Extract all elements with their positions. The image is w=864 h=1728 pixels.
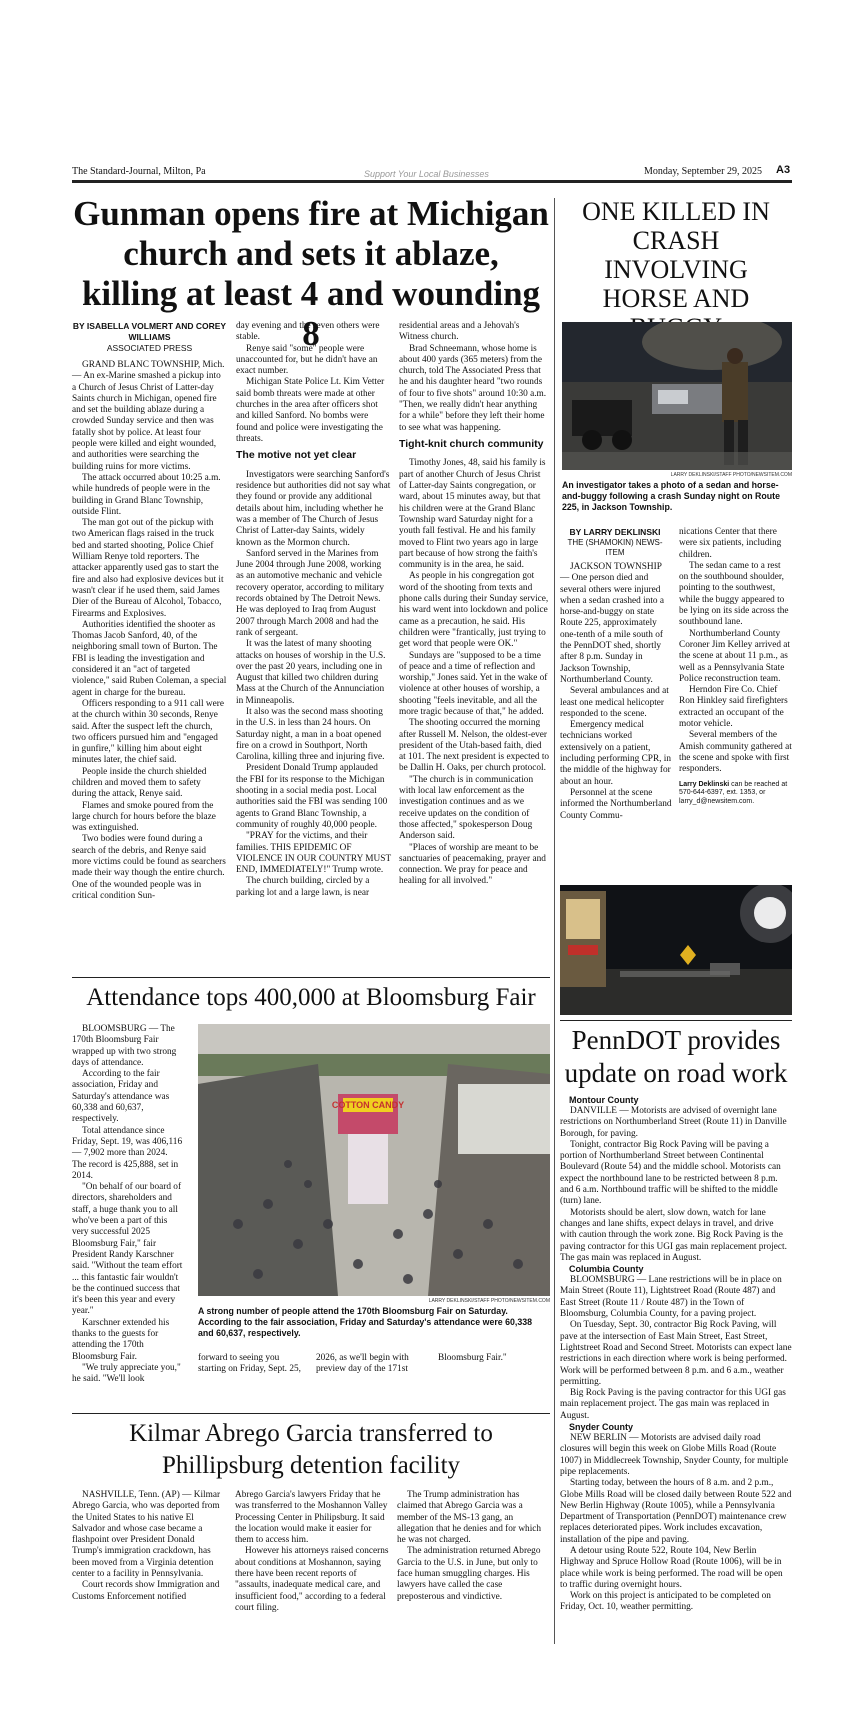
crash-photo (562, 322, 792, 470)
paragraph: The administration returned Abrego Garcia to the U.S. in June, but only to face human smuggling charges. His lawyers have called the case preposterous and vindictive. (397, 1546, 541, 1602)
paragraph: The church building, circled by a parking lot and a large lawn, is near (236, 876, 370, 898)
fair-headline: Attendance tops 400,000 at Bloomsburg Fair (86, 984, 536, 1011)
crash-byline-org: THE (SHAMOKIN) NEWS-ITEM (567, 538, 663, 557)
paragraph: "On behalf of our board of directors, shareholders and staff, a huge thank you to all who've been a part of this very successful 2025 Bloomsburg Fair," fair President Randy Karschner said. "Without the team effort ... this fantastic fair wouldn't be the continued success that it's been this year and every year." (72, 1182, 183, 1317)
paragraph: Work on this project is anticipated to be completed on Friday, Oct. 10, weather permitting. (560, 1591, 771, 1613)
gunman-subhead-community: Tight-knit church community (399, 437, 544, 450)
crash-night-photo (560, 885, 792, 1015)
fair-cont-1: forward to seeing you starting on Friday, Sept. 25, (198, 1353, 301, 1375)
article-fair (72, 980, 550, 1400)
paragraph: Karschner extended his thanks to the guests for attending the 170th Bloomsburg Fair. (72, 1317, 170, 1362)
masthead-paper-name: The Standard-Journal, Milton, Pa (72, 166, 206, 177)
paragraph: Personnel at the scene informed the Northumberland County Commu- (560, 787, 672, 821)
crash-contact-name: Larry Deklinski (679, 780, 730, 788)
kilmar-headline: Kilmar Abrego Garcia transferred to Phillipsburg detention facility (129, 1420, 493, 1479)
paragraph: JACKSON TOWNSHIP — One person died and several others were injured when a sedan crashed into a horse-and-buggy on state Route 225, approximately one-tenth of a mile south of the PennDOT shed, shortly after 8 p.m. Sunday in Jackson Township, Northumberland County. (560, 562, 665, 685)
fair-cotton-candy-sign: COTTON CANDY (331, 1100, 405, 1110)
article-penndot (560, 1022, 792, 1652)
section-rule (72, 1413, 550, 1414)
paragraph: The man got out of the pickup with two American flags raised in the truck bed and started shooting, Police Chief William Renye told reporters. The attacker apparently used gas to start the fire and also had explosive devices but it wasn't clear if he used them, said James Dier of the Bureau of Alcohol, Tobacco, Firearms and Explosives. (72, 518, 224, 619)
gunman-subhead-motive: The motive not yet clear (236, 449, 357, 462)
gunman-byline-org: ASSOCIATED PRESS (106, 343, 193, 353)
article-crash (560, 190, 792, 1018)
crash-contact-text: can be reached at 570-644-6397, ext. 1353, or larry_d@newsitem.com. (679, 780, 788, 806)
paragraph: Court records show Immigration and Customs Enforcement notified (72, 1580, 220, 1602)
gunman-col-3 (399, 321, 550, 888)
penndot-body (560, 1095, 792, 1614)
paragraph: It also was the second mass shooting in the U.S. in less than 24 hours. On Saturday night, a man in a boat opened fire on a crowd in Southport, North Carolina, killing three and injuring five. (236, 707, 385, 763)
penndot-subhead-montour: Montour County (569, 1095, 639, 1105)
column-divider (554, 198, 555, 1644)
paragraph: Tonight, contractor Big Rock Paving will be paving a portion of Northumberland Street between Continental Boulevard (Route 54) and the middle school. Motorists can expect the northbound lane to be restricted between 8 p.m. and 6 a.m. Northbound traffic will be shifted to the middle (turn) lane. (560, 1139, 781, 1207)
paragraph: Authorities identified the shooter as Thomas Jacob Sanford, 40, of the neighboring small town of Burton. The FBI is leading the investigation and considered it an "act of targeted violence," said Ruben Coleman, a special agent in charge for the bureau. (72, 619, 227, 698)
paragraph: Renye said "some" people were unaccounted for, but he didn't have an exact number. (236, 343, 378, 377)
paragraph: The sedan came to a rest on the southbound shoulder, pointing to the southwest, while the buggy appeared to be lying on its side across the southbound lane. (679, 560, 789, 628)
paragraph: Sundays are "supposed to be a time of peace and a time of reflection and worship," Jones said. Yet in the wake of violence at other houses of worship, a shooting "feels inevitable, and all the more tragic because of that," he added. (399, 650, 548, 717)
fair-photo-credit: LARRY DEKLINSKI/STAFF PHOTO/NEWSITEM.COM (428, 1298, 550, 1304)
kilmar-col-1 (72, 1490, 227, 1603)
paragraph: Northumberland County Coroner Jim Kelley arrived at the scene at about 11 p.m., as well as a Pennsylvania State Police reconstruction team. (679, 628, 791, 684)
crash-col-2 (679, 527, 792, 807)
paragraph: GRAND BLANC TOWNSHIP, Mich. — An ex-Marine smashed a pickup into a Church of Jesus Christ of Latter-day Saints church in Michigan, opened fire and set the building ablaze during a crowded Sunday service and then was fatally shot by police. At least four people were killed and eight wounded, and authorities were searching the building ruins for more victims. (72, 360, 225, 472)
paragraph: NASHVILLE, Tenn. (AP) — Kilmar Abrego Garcia, who was deported from the United States to his native El Salvador and whose case became a flashpoint over President Donald Trump's immigration crackdown, has been moved from a Virginia detention center to a facility in Pennsylvania. (72, 1490, 221, 1580)
paragraph: The shooting occurred the morning after Russell M. Nelson, the oldest-ever president of the Utah-based faith, died at 101. The next president is expected to be Dallin H. Oaks, per church protocol. (399, 718, 550, 774)
paragraph: Motorists should be alert, slow down, watch for lane changes and lane shifts, expect delays in travel, and drive with caution through the work zone. Big Rock Paving is the paving contractor for this UGI gas main replacement project. The gas main was replaced in August. (560, 1207, 787, 1263)
paragraph: NEW BERLIN — Motorists are advised daily road closures will begin this week on Globe Mills Road (Route 1007) in Middlecreek Township, Snyder County, for multiple pipe replacements. (560, 1433, 789, 1477)
paragraph: residential areas and a Jehovah's Witness church. (399, 321, 520, 343)
masthead-rule (72, 180, 792, 183)
paragraph: Big Rock Paving is the paving contractor for this UGI gas main replacement project. The gas main was replaced in August. (560, 1388, 786, 1421)
penndot-subhead-snyder: Snyder County (569, 1422, 634, 1433)
penndot-headline: PennDOT provides update on road work (564, 1025, 788, 1088)
paragraph: "We truly appreciate you," he said. "We'll look (72, 1362, 181, 1385)
section-rule (72, 977, 550, 978)
paragraph: BLOOMSBURG — Lane restrictions will be in place on Main Street (Route 11), Lightstreet Road (Route 487) and East Street (Route 11 / Route 487) in the Town of Bloomsburg, Columbia County, for a paving project. (560, 1275, 782, 1320)
gunman-headline: Gunman opens fire at Michigan church and sets it ablaze, killing at least 4 and wounding 8 (73, 194, 549, 353)
paragraph: A detour using Route 522, Route 104, New Berlin Highway and Spruce Hollow Road (Route 1006), will be in place while work is being performed. The road will be open to traffic during overnight hours. (560, 1545, 783, 1590)
gunman-byline (72, 321, 227, 354)
paragraph: "PRAY for the victims, and their families. THIS EPIDEMIC OF VIOLENCE IN OUR COUNTRY MUST END, IMMEDIATELY!" Trump wrote. (236, 831, 391, 876)
gunman-col-1 (72, 360, 227, 902)
crash-col-1 (560, 562, 672, 822)
paragraph: nications Center that there were six patients, including children. (679, 527, 782, 560)
paragraph: Emergency medical technicians worked extensively on a patient, including performing CPR, in the middle of the highway for about an hour. (560, 720, 672, 787)
fair-cont-2: 2026, as we'll begin with preview day of the 171st (316, 1353, 409, 1375)
paragraph: Investigators were searching Sanford's residence but authorities did not say what they found or provide any additional details about him, including whether he was a member of The Church of Jesus Christ of Latter-day Saints, widely known as the Mormon church. (236, 469, 391, 548)
fair-cont-3: Bloomsburg Fair." (438, 1353, 507, 1363)
paragraph: DANVILLE — Motorists are advised of overnight lane restrictions on Northumberland Street (Route 11) in Danville Borough, for paving. (560, 1106, 787, 1139)
crash-photo-caption: An investigator takes a photo of a sedan and horse-and-buggy following a crash Sunday night on Route 225, in Jackson Township. (562, 480, 780, 512)
paragraph: People inside the church shielded children and moved them to safety during the attack, Renye said. (72, 766, 207, 800)
paragraph: Abrego Garcia's lawyers Friday that he was transferred to the Moshannon Valley Processing Center in Philipsburg. It said the location would make it easier for them to access him. (235, 1490, 388, 1546)
paragraph: On Tuesday, Sept. 30, contractor Big Rock Paving, will pave at the intersection of East Main Street, East Street, Lightstreet Road and Second Street. Motorists can expect lane restrictions in each direction where work is being performed. Work will be performed between 8 p.m. and 6 a.m., weather permitting. (560, 1320, 792, 1387)
paragraph: "The church is in communication with local law enforcement as the investigation continues and as we receive updates on the condition of those affected," spokesperson Doug Anderson said. (399, 774, 534, 842)
paragraph: According to the fair association, Friday and Saturday's attendance was 60,338 and 60,637, respectively. (72, 1069, 170, 1125)
masthead-date: Monday, September 29, 2025 (644, 166, 762, 177)
paragraph: Several members of the Amish community gathered at the scene and spoke with first responders. (679, 730, 792, 775)
fair-photo-caption: A strong number of people attend the 170th Bloomsburg Fair on Saturday. According to the fair association, Friday and Saturday's attendance were 60,338 and 60,637, respectively. (198, 1306, 533, 1338)
paragraph: Brad Schneemann, whose home is about 400 yards (365 meters) from the church, told The Associated Press that he and his daughter heard "two rounds of four to five shots" around 10:30 a.m. "Then, we really didn't hear anything for a while" before they left their home to see what was happening. (399, 343, 547, 433)
paragraph: Several ambulances and at least one medical helicopter responded to the scene. (560, 686, 669, 719)
crash-photo-credit: LARRY DEKLINSKI/STAFF PHOTO/NEWSITEM.COM (670, 472, 792, 478)
kilmar-col-2 (235, 1490, 390, 1614)
paragraph: Officers responding to a 911 call were at the church within 30 seconds, Renye said. After the suspect left the church, two officers pursued him and "engaged in gunfire," killing him about eight minutes later, the chief said. (72, 698, 224, 766)
article-gunman (72, 190, 550, 977)
paragraph: The Trump administration has claimed that Abrego Garcia was a member of the MS-13 gang, an allegation that he denies and for which he was not charged. (397, 1490, 542, 1546)
gunman-col-2 (236, 321, 391, 899)
paragraph: Herndon Fire Co. Chief Ron Hinkley said firefighters extracted an occupant of the motor vehicle. (679, 685, 788, 730)
section-rule (560, 1020, 792, 1021)
paragraph: "Places of worship are meant to be sanctuaries of peacemaking, prayer and connection. We pray for peace and healing for all involved." (399, 842, 546, 887)
crash-byline-name: BY LARRY DEKLINSKI (569, 527, 661, 537)
paragraph: However his attorneys raised concerns about conditions at Moshannon, saying there have been recent reports of "assaults, inadequate medical care, and insufficient food," according to a federal court filing. (235, 1546, 389, 1613)
gunman-byline-names: BY ISABELLA VOLMERT AND COREY WILLIAMS (72, 321, 227, 342)
kilmar-col-3 (397, 1490, 550, 1603)
fair-photo (198, 1024, 550, 1296)
crash-byline (560, 527, 670, 558)
paragraph: Starting today, between the hours of 8 a.m. and 2 p.m., Globe Mills Road will be closed daily between Route 522 and New Berlin Highway (Route 1005), while a Pennsylvania Department of Transportation (PennDOT) maintenance crew replaces deteriorated pipes. Work includes excavation, installation of the pipe and paving. (560, 1478, 792, 1545)
article-kilmar (72, 1416, 550, 1616)
paragraph: Timothy Jones, 48, said his family is part of another Church of Jesus Christ of Latter-day Saints congregation, or ward, about 15 minutes away, but that his children were at the Grand Blanc Township ward Saturday night for a youth fall festival. He and his family moved to Flint two years ago in large part because of how strong the faith's community is in the area, he said. (399, 458, 546, 571)
paragraph: BLOOMSBURG — The 170th Bloomsburg Fair wrapped up with two strong days of attendance. (72, 1024, 177, 1068)
page-number: A3 (776, 164, 791, 176)
paragraph: Two bodies were found during a search of the debris, and Renye said more victims could be found as searchers made their way though the entire church. One of the wounded people was in critical condition Sun- (72, 834, 226, 901)
paragraph: The attack occurred about 10:25 a.m. while hundreds of people were in the building in Grand Blanc Township, outside Flint. (72, 472, 221, 517)
masthead-slogan: Support Your Local Businesses (364, 169, 489, 179)
paragraph: Flames and smoke poured from the large church for hours before the blaze was extinguished. (72, 800, 216, 834)
crash-contact (679, 781, 792, 807)
crash-headline: ONE KILLED IN CRASH INVOLVING HORSE AND (582, 197, 770, 313)
penndot-subhead-columbia: Columbia County (569, 1264, 644, 1275)
paragraph: Total attendance since Friday, Sept. 19, was 406,116 — 7,902 more than 2024. The record is 425,888, set in 2014. (72, 1125, 183, 1181)
paragraph: Michigan State Police Lt. Kim Vetter said bomb threats were made at other churches in the area after officers shot and killed Sanford. No bombs were found and police were investigating the threats. (236, 377, 385, 444)
paragraph: As people in his congregation got word of the shooting from texts and phone calls during their Sunday service, his ward went into lockdown and police came as a precaution, he said. His children were "frantically, just trying to get word that people were OK." (399, 571, 549, 650)
paragraph: It was the latest of many shooting attacks on houses of worship in the U.S. over the past 20 years, including one in August that killed two children during Mass at the Church of the Annunciation in Minneapolis. (236, 639, 386, 706)
paragraph: day evening and the seven others were stable. (236, 321, 380, 343)
paragraph: President Donald Trump applauded the FBI for its response to the Michigan shooting in a social media post. Local authorities said the FBI was sending 100 agents to Grand Blanc Township, a community of roughly 40,000 people. (236, 763, 388, 830)
paragraph: Sanford served in the Marines from June 2004 through June 2008, working as an automotive mechanic and vehicle recovery operator, according to military records obtained by The Detroit News. He was deployed to Iraq from August 2007 through March 2008 and had the rank of sergeant. (236, 548, 385, 638)
fair-col-1 (72, 1024, 184, 1386)
